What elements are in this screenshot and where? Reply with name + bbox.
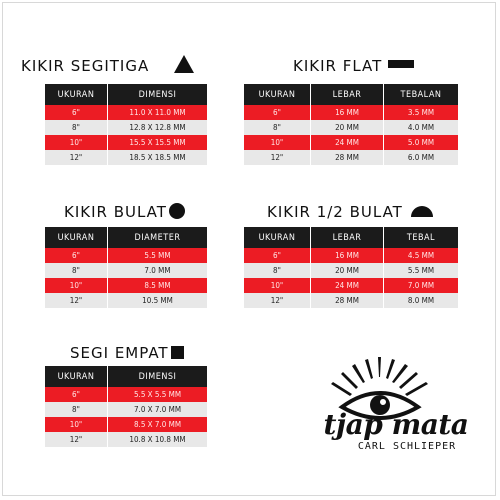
cell-dimension: 8.5 X 7.0 MM: [108, 417, 208, 432]
cell-width: 28 MM: [311, 293, 384, 308]
cell-width: 28 MM: [311, 150, 384, 165]
half-circle-icon: [411, 205, 433, 217]
cell-size: 12": [244, 150, 311, 165]
cell-size: 8": [244, 120, 311, 135]
col-header-ukuran: UKURAN: [45, 227, 108, 248]
bulat-table: [45, 227, 207, 308]
cell-thickness: 5.5 MM: [384, 263, 459, 278]
col-header-ukuran: UKURAN: [45, 84, 108, 105]
cell-diameter: 5.5 MM: [108, 248, 208, 263]
cell-size: 6": [45, 387, 108, 402]
table-row: [45, 150, 207, 165]
segiempat-table: [45, 366, 207, 447]
cell-size: 10": [244, 135, 311, 150]
cell-size: 6": [244, 248, 311, 263]
col-header-ukuran: UKURAN: [244, 227, 311, 248]
cell-size: 10": [244, 278, 311, 293]
col-header-dimensi: DIMENSI: [108, 84, 208, 105]
table-row: [244, 135, 458, 150]
cell-size: 12": [45, 150, 108, 165]
col-header-lebar: LEBAR: [311, 84, 384, 105]
cell-size: 6": [244, 105, 311, 120]
cell-size: 8": [244, 263, 311, 278]
col-header-dimensi: DIMENSI: [108, 366, 208, 387]
table-row: [45, 248, 207, 263]
cell-width: 16 MM: [311, 248, 384, 263]
cell-size: 12": [244, 293, 311, 308]
setengah-table: [244, 227, 458, 308]
col-header-diameter: DIAMETER: [108, 227, 208, 248]
table-row: [244, 150, 458, 165]
brand-name: tjap mata: [323, 408, 469, 441]
col-header-tebal: TEBAL: [384, 227, 459, 248]
cell-dimension: 5.5 X 5.5 MM: [108, 387, 208, 402]
circle-icon: [169, 203, 185, 219]
cell-thickness: 7.0 MM: [384, 278, 459, 293]
cell-dimension: 15.5 X 15.5 MM: [108, 135, 208, 150]
flat-title: KIKIR FLAT: [293, 57, 383, 75]
cell-thickness: 3.5 MM: [384, 105, 459, 120]
table-row: [244, 120, 458, 135]
cell-size: 10": [45, 135, 108, 150]
table-row: [45, 293, 207, 308]
cell-dimension: 10.8 X 10.8 MM: [108, 432, 208, 447]
table-row: [244, 278, 458, 293]
flat-bar-icon: [388, 60, 414, 68]
cell-dimension: 7.0 X 7.0 MM: [108, 402, 208, 417]
cell-width: 20 MM: [311, 263, 384, 278]
cell-diameter: 8.5 MM: [108, 278, 208, 293]
table-row: [244, 105, 458, 120]
segitiga-title: KIKIR SEGITIGA: [21, 57, 150, 75]
cell-dimension: 12.8 X 12.8 MM: [108, 120, 208, 135]
table-row: [45, 135, 207, 150]
table-row: [244, 263, 458, 278]
cell-size: 8": [45, 120, 108, 135]
table-row: [45, 120, 207, 135]
table-row: [45, 278, 207, 293]
col-header-ukuran: UKURAN: [45, 366, 108, 387]
triangle-icon: [174, 55, 194, 73]
cell-thickness: 6.0 MM: [384, 150, 459, 165]
col-header-ukuran: UKURAN: [244, 84, 311, 105]
cell-size: 6": [45, 105, 108, 120]
cell-size: 10": [45, 417, 108, 432]
cell-size: 6": [45, 248, 108, 263]
table-row: [45, 402, 207, 417]
flat-table: [244, 84, 458, 165]
cell-thickness: 4.0 MM: [384, 120, 459, 135]
cell-size: 12": [45, 432, 108, 447]
cell-width: 24 MM: [311, 278, 384, 293]
cell-thickness: 4.5 MM: [384, 248, 459, 263]
cell-width: 24 MM: [311, 135, 384, 150]
brand-subtitle: CARL SCHLIEPER: [357, 441, 457, 452]
table-row: [244, 293, 458, 308]
cell-width: 20 MM: [311, 120, 384, 135]
table-row: [45, 105, 207, 120]
cell-size: 12": [45, 293, 108, 308]
cell-thickness: 8.0 MM: [384, 293, 459, 308]
segiempat-title: SEGI EMPAT: [70, 344, 169, 362]
setengah-title: KIKIR 1/2 BULAT: [267, 203, 403, 221]
table-row: [244, 248, 458, 263]
segitiga-table: [45, 84, 207, 165]
cell-size: 8": [45, 263, 108, 278]
table-row: [45, 263, 207, 278]
cell-dimension: 11.0 X 11.0 MM: [108, 105, 208, 120]
cell-thickness: 5.0 MM: [384, 135, 459, 150]
cell-width: 16 MM: [311, 105, 384, 120]
col-header-tebalan: TEBALAN: [384, 84, 459, 105]
cell-diameter: 10.5 MM: [108, 293, 208, 308]
table-row: [45, 387, 207, 402]
cell-diameter: 7.0 MM: [108, 263, 208, 278]
bulat-title: KIKIR BULAT: [64, 203, 167, 221]
table-row: [45, 417, 207, 432]
col-header-lebar: LEBAR: [311, 227, 384, 248]
table-row: [45, 432, 207, 447]
cell-dimension: 18.5 X 18.5 MM: [108, 150, 208, 165]
cell-size: 10": [45, 278, 108, 293]
square-icon: [171, 346, 184, 359]
cell-size: 8": [45, 402, 108, 417]
